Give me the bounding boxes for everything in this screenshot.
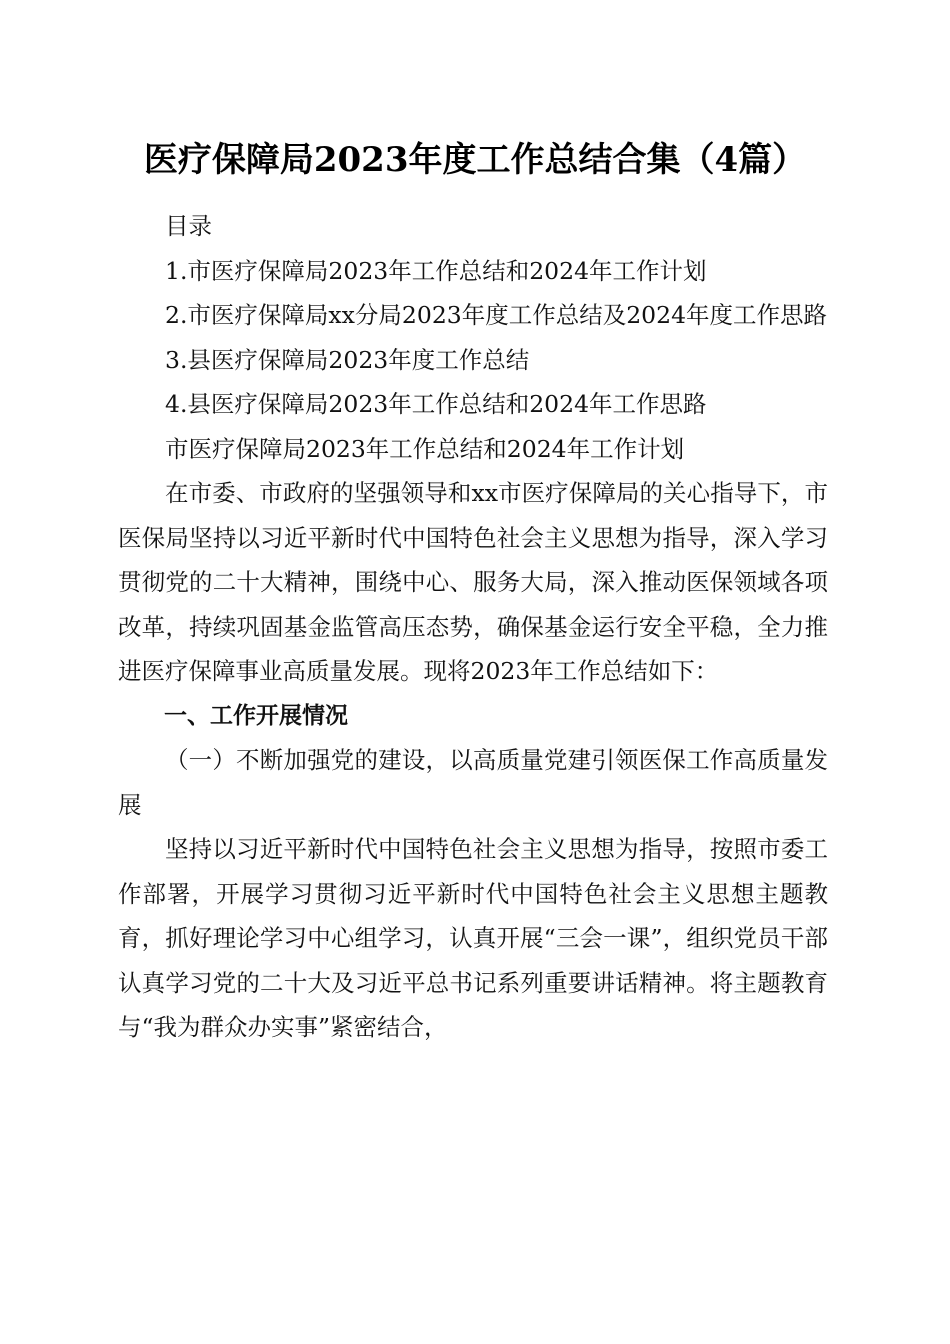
section-heading: 一、工作开展情况 [164,702,348,729]
body-paragraph: 坚持以习近平新时代中国特色社会主义思想为指导，按照市委工作部署，开展学习贯彻习近平新时代中国特色社会主义思想主题教育，抓好理论学习中心组学习，认真开展“三会一课”，组织党员干部认真学习党的二十大及习近平总书记系列重要讲话精神。将主题教育与“我为群众办实事”紧密结合， [118,835,828,1041]
document-body [118,204,828,1050]
subsection-heading: （一）不断加强党的建设，以高质量党建引领医保工作高质量发展 [118,746,828,819]
toc-label: 目录 [165,212,212,240]
toc-item-1: 1.市医疗保障局2023年工作总结和2024年工作计划 [165,256,707,285]
intro-paragraph: 在市委、市政府的坚强领导和xx市医疗保障局的关心指导下，市医保局坚持以习近平新时代中国特色社会主义思想为指导，深入学习贯彻党的二十大精神，围绕中心、服务大局，深入推动医保领域各项改革，持续巩固基金监管高压态势，确保基金运行安全平稳，全力推进医疗保障事业高质量发展。现将2023年工作总结如下： [118,479,828,685]
article-title: 市医疗保障局2023年工作总结和2024年工作计划 [165,434,685,463]
document-title: 医疗保障局2023年度工作总结合集（4篇） [143,140,807,180]
toc-item-3: 3.县医疗保障局2023年度工作总结 [165,345,530,374]
toc-item-4: 4.县医疗保障局2023年工作总结和2024年工作思路 [165,390,707,418]
toc-item-2: 2.市医疗保障局xx分局2023年度工作总结及2024年度工作思路 [165,301,828,329]
